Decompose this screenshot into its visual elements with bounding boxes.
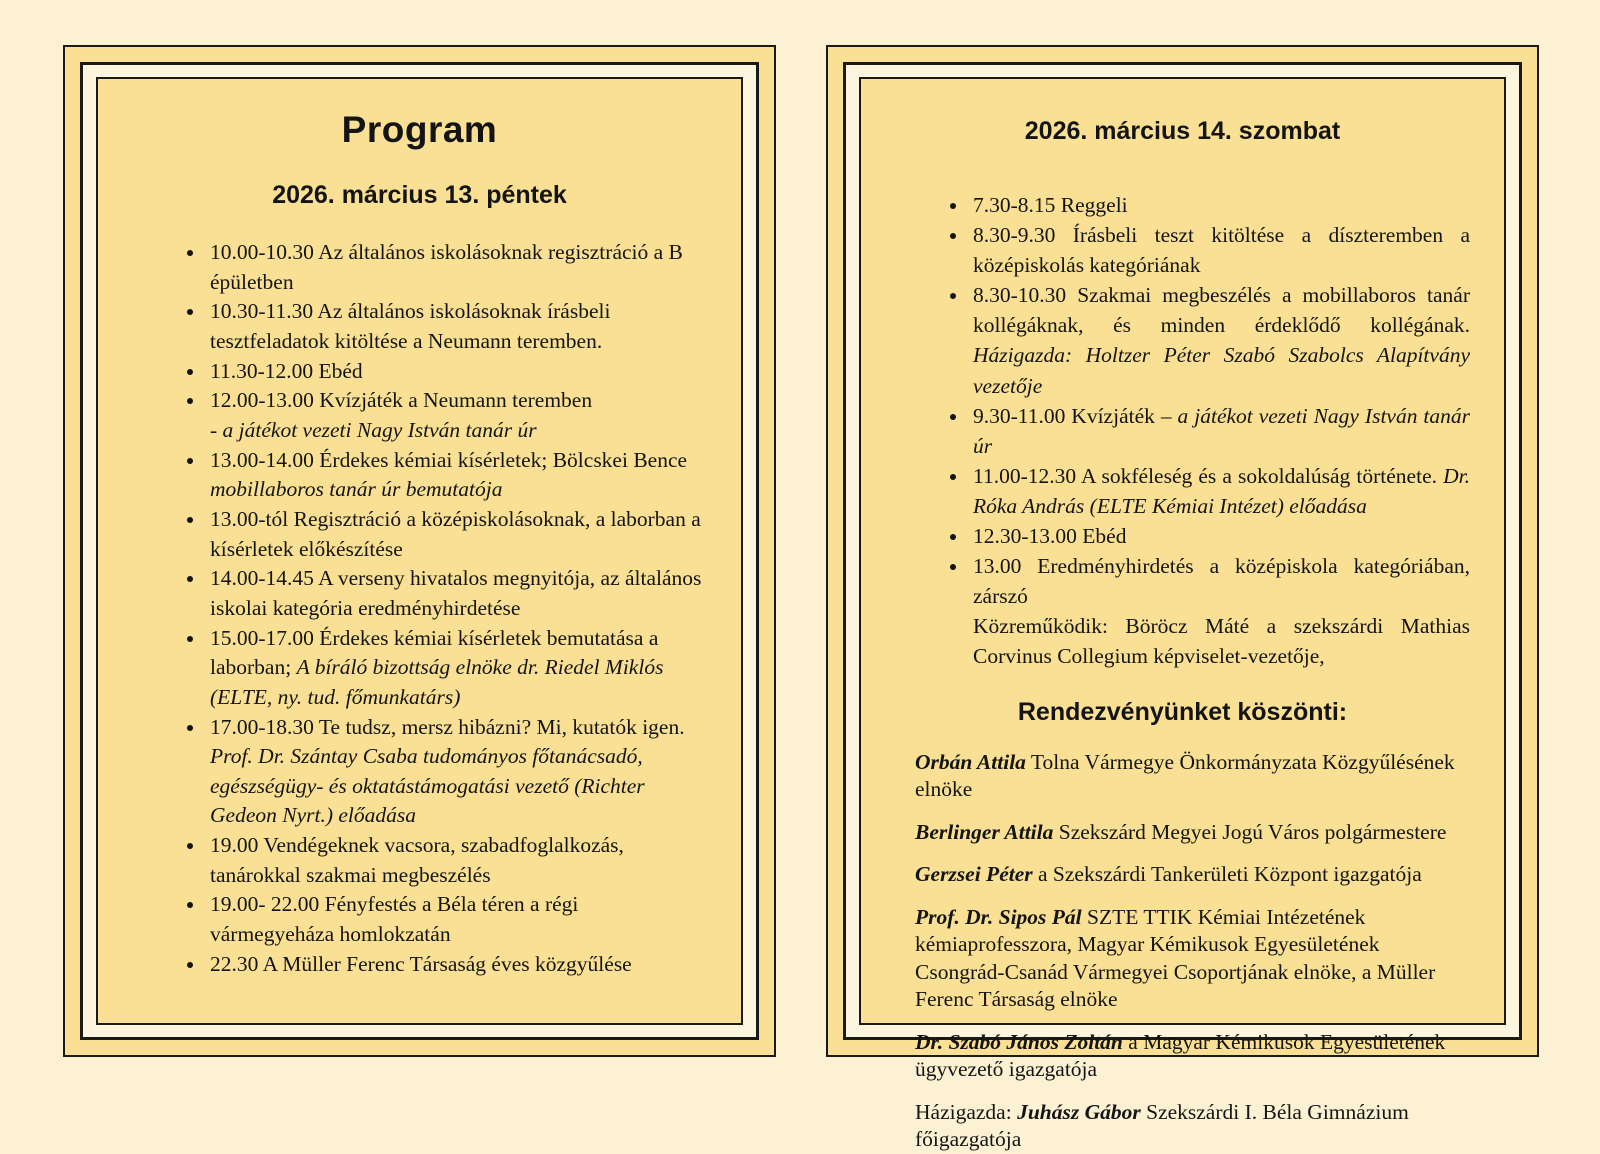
item-text: Szekszárdi I. Béla Gimnázium főigazgatója <box>915 1099 1409 1152</box>
item-text: 13.00-14.00 Érdekes kémiai kísérletek; Bölcskei Bence <box>210 447 688 472</box>
greeting-item <box>915 1029 1464 1084</box>
schedule-item <box>969 521 1470 551</box>
item-text: SZTE TTIK Kémiai Intézetének kémiaprofesszora, Magyar Kémikusok Egyesületének Csongrád-Csanád Vármegyei Csoportjának elnöke, a Müller Ferenc Társaság elnöke <box>915 904 1436 1012</box>
schedule-item <box>206 564 707 623</box>
schedule-item <box>206 297 707 356</box>
item-text: a Magyar Kémikusok Egyesületének ügyvezető igazgatója <box>915 1029 1446 1082</box>
greeting-item <box>915 861 1464 889</box>
item-text: 17.00-18.30 Te tudsz, mersz hibázni? Mi, kutatók igen. <box>210 714 685 739</box>
greeting-list <box>895 749 1470 1154</box>
date-heading-friday: 2026. március 13. péntek <box>272 181 567 209</box>
page-content-saturday <box>859 77 1506 1152</box>
program-page-saturday <box>826 45 1539 1152</box>
schedule-item <box>206 446 707 505</box>
schedule-item <box>206 950 707 980</box>
item-text: 14.00-14.45 A verseny hivatalos megnyitója, az általános iskolai kategória eredményhirdetése <box>210 566 702 620</box>
person-name: Juhász Gábor <box>1017 1099 1141 1124</box>
item-text: 15.00-17.00 Érdekes kémiai kísérletek bemutatása a laborban; <box>210 625 659 680</box>
greeting-heading: Rendezvényünket köszönti: <box>1017 697 1348 726</box>
decorative-frame <box>80 62 759 1040</box>
schedule-item <box>206 831 707 890</box>
schedule-item <box>206 505 707 564</box>
item-text: 10.00-10.30 Az általános iskolásoknak regisztráció a B épületben <box>210 240 683 294</box>
schedule-item <box>969 220 1470 280</box>
schedule-item <box>206 238 707 297</box>
item-text: 13.00-tól Regisztráció a középiskolásoknak, a laborban a kísérletek előkészítése <box>210 506 701 561</box>
item-text: 12.30-13.00 Ebéd <box>973 524 1127 549</box>
schedule-item <box>969 280 1470 400</box>
person-name: Orbán Attila <box>915 749 1026 774</box>
item-text: Házigazda: <box>915 1099 1018 1124</box>
item-text: Tolna Vármegye Önkormányzata Közgyűlésének elnöke <box>915 749 1455 802</box>
item-text: Közreműködik: Böröcz Máté a szekszárdi Mathias Corvinus Collegium képviselet-vezetője, <box>973 614 1470 669</box>
item-note: Dr. Róka András (ELTE Kémiai Intézet) előadása <box>973 463 1470 518</box>
item-text: 9.30-11.00 Kvízjáték – <box>973 403 1178 428</box>
schedule-item <box>206 713 707 832</box>
item-text: 19.00 Vendégeknek vacsora, szabadfoglalkozás, tanárokkal szakmai megbeszélés <box>210 833 624 887</box>
schedule-item <box>206 386 707 445</box>
item-text: 11.00-12.30 A sokféleség és a sokoldalúság története. <box>973 463 1444 488</box>
item-text: 10.30-11.30 Az általános iskolásoknak írásbeli tesztfeladatok kitöltése a Neumann teremben. <box>210 299 611 353</box>
schedule-list-saturday <box>895 190 1470 672</box>
item-note: Prof. Dr. Szántay Csaba tudományos főtanácsadó, egészségügy- és oktatástámogatási vezető (Richter Gedeon Nyrt.) előadása <box>210 744 645 828</box>
decorative-frame <box>843 62 1522 1152</box>
greeting-item <box>915 1099 1464 1154</box>
person-name: Dr. Szabó János Zoltán <box>915 1029 1123 1054</box>
page-title: Program <box>341 109 498 150</box>
greeting-item <box>915 749 1464 804</box>
schedule-item <box>969 190 1470 220</box>
item-note: a játékot vezeti Nagy István tanár úr <box>973 403 1471 458</box>
greeting-item <box>915 904 1464 1014</box>
item-text: 13.00 Eredményhirdetés a középiskola kategóriában, zárszó <box>973 554 1470 609</box>
schedule-item <box>969 461 1470 521</box>
item-note: Házigazda: Holtzer Péter Szabó Szabolcs Alapítvány vezetője <box>973 343 1470 398</box>
page-content-friday <box>96 77 743 1025</box>
item-text: 12.00-13.00 Kvízjáték a Neumann teremben <box>210 388 593 413</box>
item-text: 22.30 A Müller Ferenc Társaság éves közgyűlése <box>210 951 632 976</box>
schedule-item <box>969 401 1470 461</box>
item-note: A bíráló bizottság elnöke dr. Riedel Miklós (ELTE, ny. tud. főmunkatárs) <box>210 655 664 709</box>
person-name: Berlinger Attila <box>915 819 1054 844</box>
date-heading-saturday: 2026. március 14. szombat <box>1024 117 1341 145</box>
schedule-item <box>206 624 707 713</box>
item-text: 11.30-12.00 Ebéd <box>210 358 363 383</box>
item-note: mobillaboros tanár úr bemutatója <box>210 477 503 502</box>
item-text: a Szekszárdi Tankerületi Központ igazgatója <box>1032 862 1422 887</box>
schedule-item <box>206 357 707 387</box>
person-name: Gerzsei Péter <box>915 862 1033 887</box>
schedule-item <box>969 551 1470 671</box>
greeting-item <box>915 819 1464 847</box>
program-page-friday <box>63 45 776 1057</box>
item-text: 19.00- 22.00 Fényfestés a Béla téren a régi vármegyeháza homlokzatán <box>210 892 579 947</box>
schedule-item <box>206 890 707 949</box>
item-text: 8.30-9.30 Írásbeli teszt kitöltése a díszteremben a középiskolás kategóriának <box>973 223 1470 278</box>
item-text: 7.30-8.15 Reggeli <box>973 193 1128 217</box>
schedule-list-friday <box>132 238 707 979</box>
item-text: 8.30-10.30 Szakmai megbeszélés a mobillaboros tanár kollégáknak, és minden érdeklődő kollégának. <box>973 283 1470 338</box>
item-note: - a játékot vezeti Nagy István tanár úr <box>210 417 537 442</box>
item-text: Szekszárd Megyei Jogú Város polgármestere <box>1053 819 1447 844</box>
person-name: Prof. Dr. Sipos Pál <box>915 904 1082 929</box>
